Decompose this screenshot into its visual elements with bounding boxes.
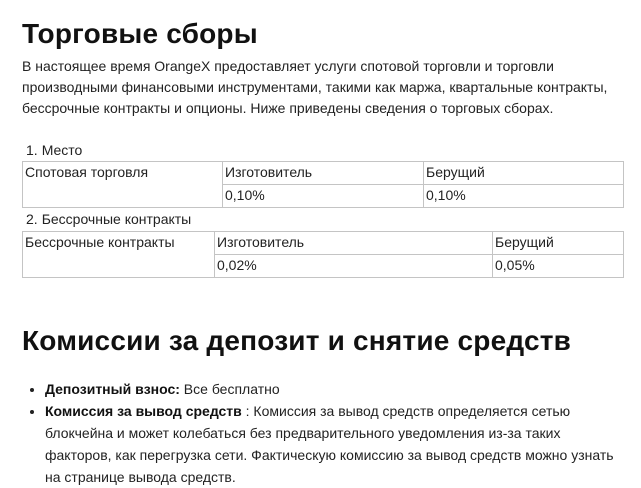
perpetual-section-label xyxy=(26,210,191,228)
withdrawal-fee-title: Комиссия за вывод средств xyxy=(45,403,242,419)
spot-section-label xyxy=(26,141,82,159)
perpetual-row-label: Бессрочные контракты xyxy=(23,232,215,278)
list-item xyxy=(45,400,622,488)
spot-maker-label: Изготовитель xyxy=(223,162,424,185)
commission-list xyxy=(22,378,622,488)
spot-section-number: 1. xyxy=(26,142,38,158)
spot-maker-value: 0,10% xyxy=(223,185,424,208)
list-item xyxy=(45,378,622,400)
deposit-fee-text: Все бесплатно xyxy=(179,381,280,397)
spot-taker-label: Берущий xyxy=(424,162,624,185)
spot-taker-value: 0,10% xyxy=(424,185,624,208)
table-row xyxy=(23,162,624,185)
perpetual-taker-label: Берущий xyxy=(493,232,624,255)
spot-section-title: Место xyxy=(41,142,83,158)
deposit-fee-title: Депозитный взнос: xyxy=(45,381,180,397)
perpetual-fees-table xyxy=(22,231,624,278)
perpetual-taker-value: 0,05% xyxy=(493,255,624,278)
withdrawal-fee-text: : Комиссия за вывод средств определяется сетью блокчейна и может колебаться без предварительного уведомления из-за таких факторов, как перегрузка сети. Фактическую комиссию за вывод средств можно узнать на странице вывода средств. xyxy=(45,403,614,485)
perpetual-maker-value: 0,02% xyxy=(215,255,493,278)
table-row xyxy=(23,232,624,255)
spot-fees-table xyxy=(22,161,624,208)
perpetual-maker-label: Изготовитель xyxy=(215,232,493,255)
trading-fees-intro: В настоящее время OrangeX предоставляет услуги спотовой торговли и торговли производными финансовыми инструментами, такими как маржа, квартальные контракты, бессрочные контракты и опционы. Ниже приведены сведения о торговых сборах. xyxy=(22,58,608,116)
perpetual-section-title: Бессрочные контракты xyxy=(41,211,192,227)
trading-fees-heading: Торговые сборы xyxy=(22,18,258,49)
perpetual-section-number: 2. xyxy=(26,211,38,227)
deposit-withdrawal-heading: Комиссии за депозит и снятие средств xyxy=(22,325,572,356)
spot-row-label: Спотовая торговля xyxy=(23,162,223,208)
